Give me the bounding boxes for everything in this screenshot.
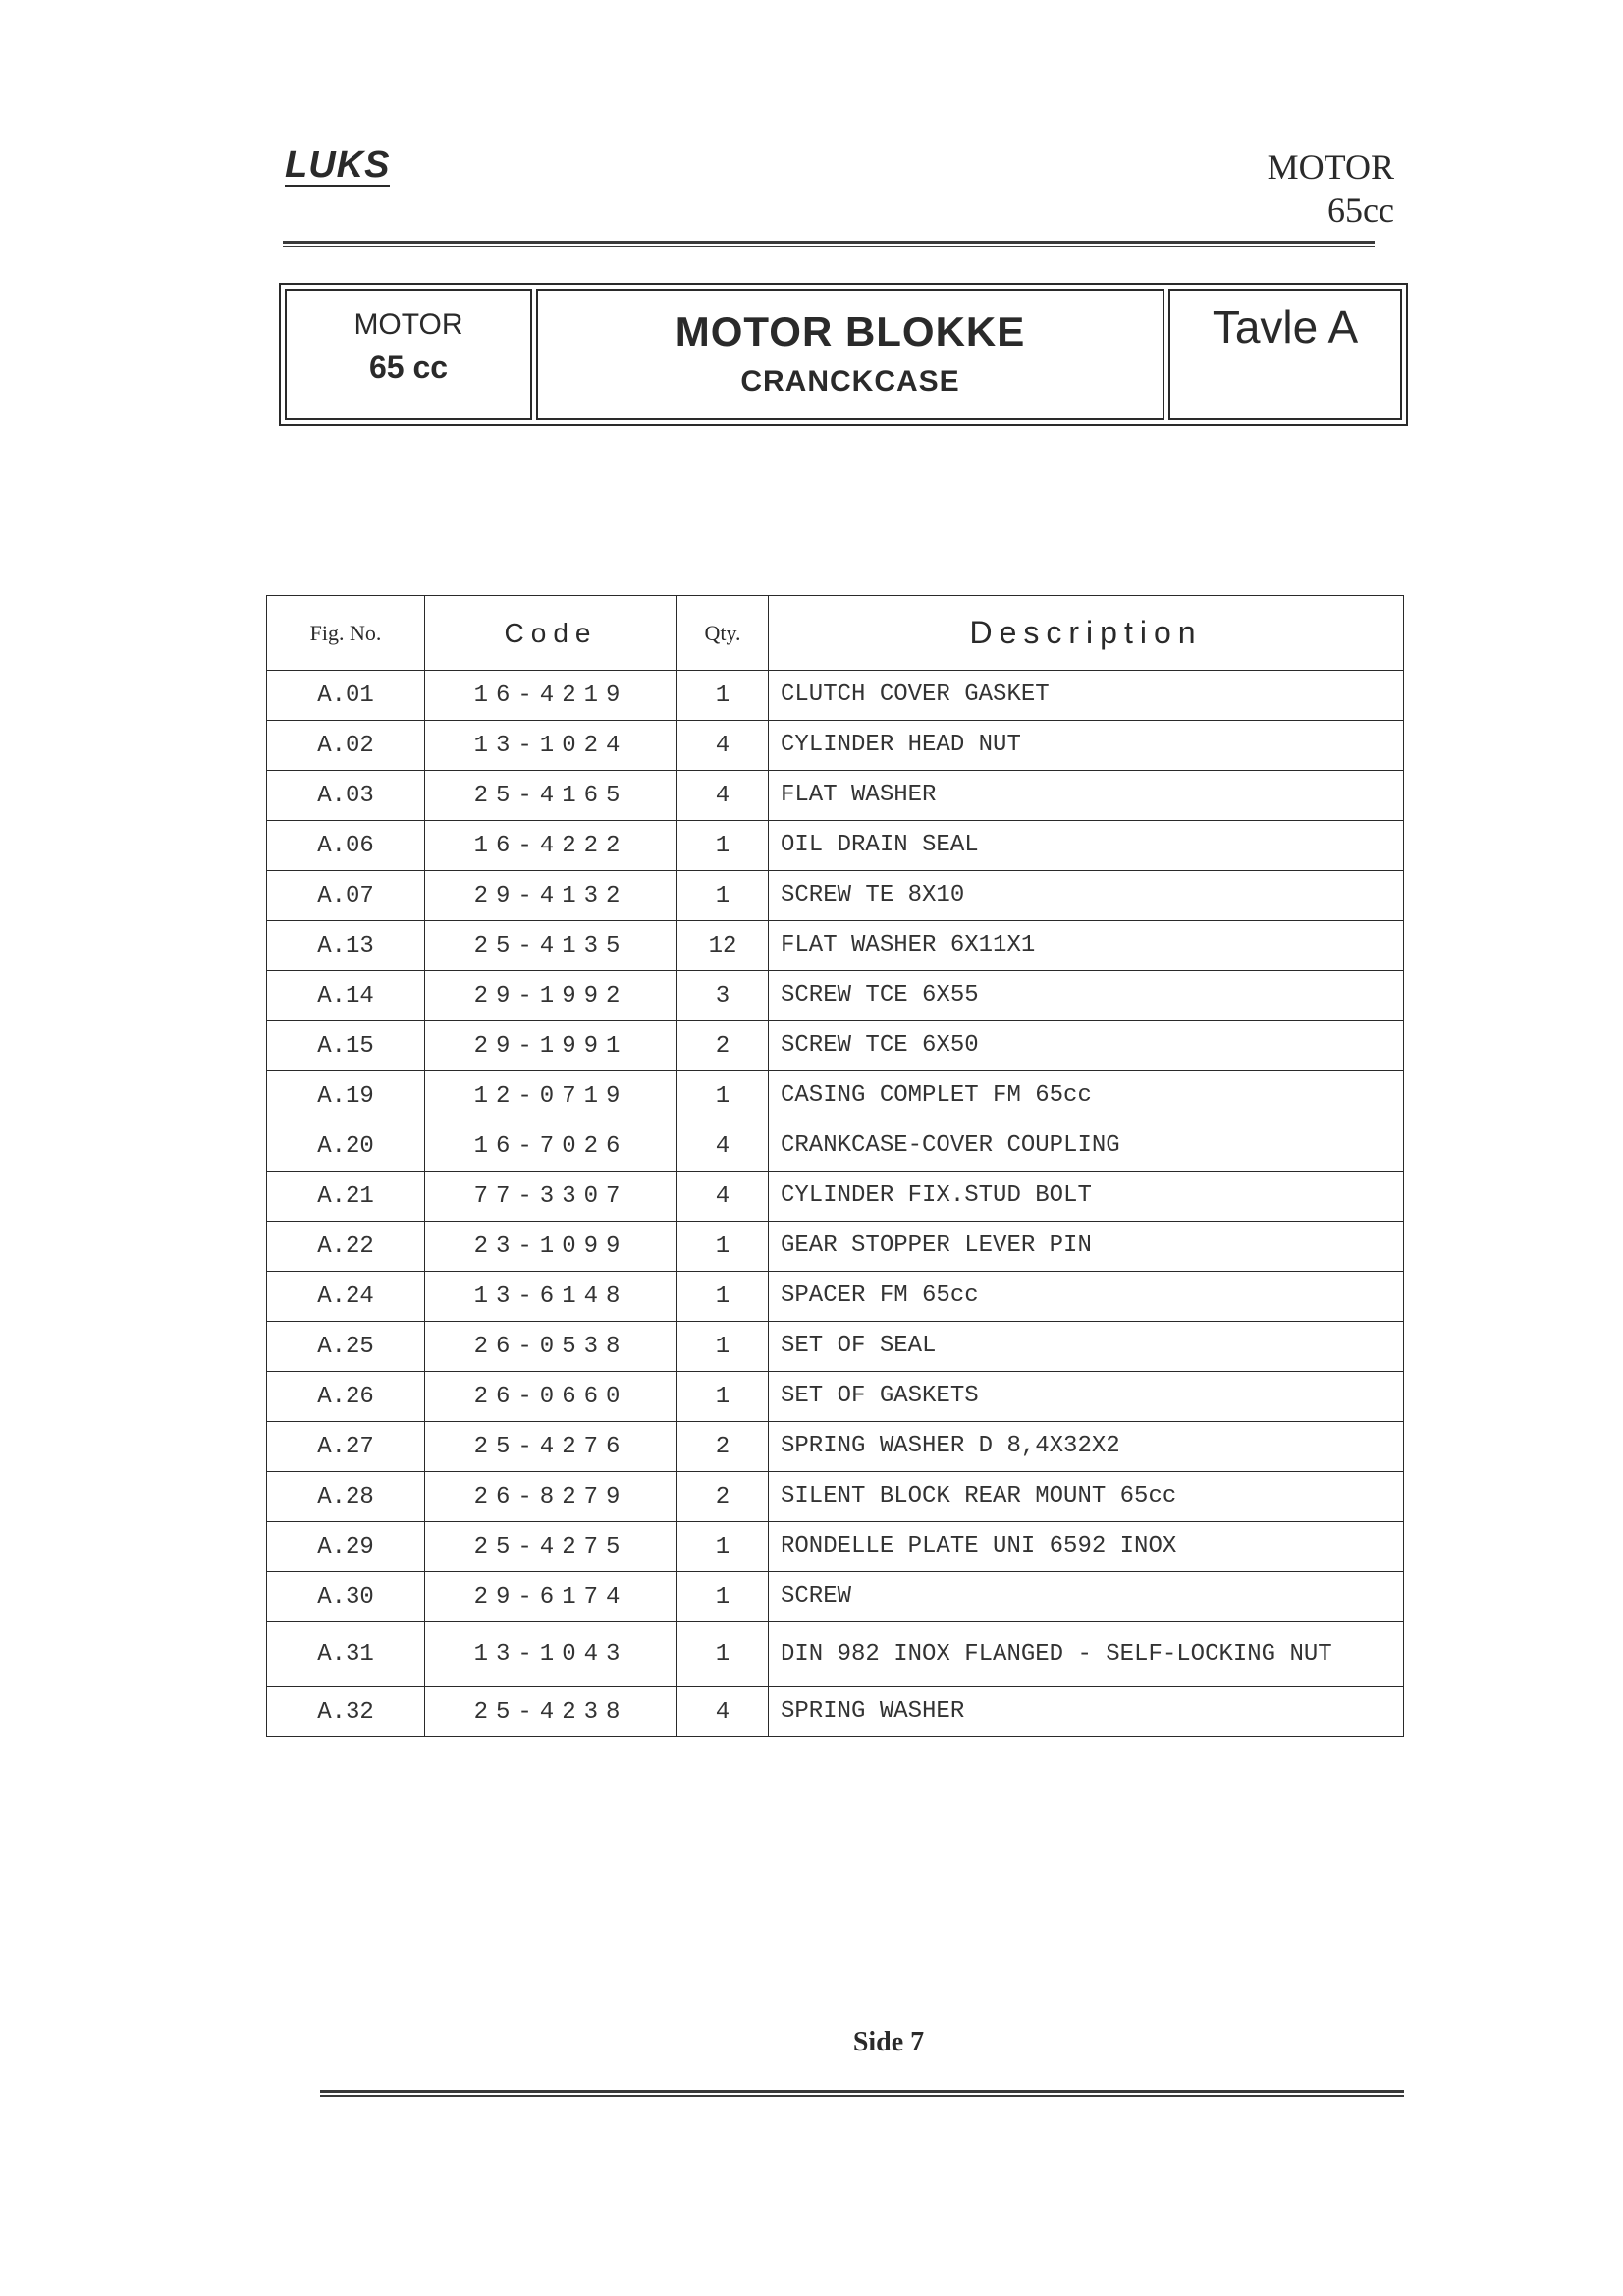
fig-no-cell: A.13 xyxy=(267,921,425,971)
description-cell: SCREW TCE 6X50 xyxy=(769,1021,1404,1071)
qty-cell: 1 xyxy=(677,1272,769,1322)
description-cell: DIN 982 INOX FLANGED - SELF-LOCKING NUT xyxy=(769,1622,1404,1687)
fig-no-cell: A.28 xyxy=(267,1472,425,1522)
qty-cell: 2 xyxy=(677,1472,769,1522)
subtitle: CRANCKCASE xyxy=(740,365,960,398)
description-cell: SET OF SEAL xyxy=(769,1322,1404,1372)
qty-cell: 1 xyxy=(677,1372,769,1422)
qty-cell: 1 xyxy=(677,1322,769,1372)
parts-table-body xyxy=(267,671,1404,1737)
title-box xyxy=(279,283,1408,426)
fig-no-cell: A.26 xyxy=(267,1372,425,1422)
fig-no-cell: A.01 xyxy=(267,671,425,721)
table-row xyxy=(267,1687,1404,1737)
fig-no-cell: A.19 xyxy=(267,1071,425,1121)
code-cell: 29-1991 xyxy=(425,1021,677,1071)
table-row xyxy=(267,1422,1404,1472)
table-row xyxy=(267,1071,1404,1121)
code-cell: 25-4276 xyxy=(425,1422,677,1472)
qty-cell: 1 xyxy=(677,1622,769,1687)
table-row xyxy=(267,671,1404,721)
header-qty: Qty. xyxy=(677,596,769,671)
table-row xyxy=(267,871,1404,921)
qty-cell: 1 xyxy=(677,1572,769,1622)
code-cell: 26-8279 xyxy=(425,1472,677,1522)
description-cell: SPRING WASHER D 8,4X32X2 xyxy=(769,1422,1404,1472)
code-cell: 13-1043 xyxy=(425,1622,677,1687)
fig-no-cell: A.03 xyxy=(267,771,425,821)
fig-no-cell: A.32 xyxy=(267,1687,425,1737)
description-cell: CRANKCASE-COVER COUPLING xyxy=(769,1121,1404,1172)
code-cell: 16-4222 xyxy=(425,821,677,871)
table-row xyxy=(267,771,1404,821)
code-cell: 29-6174 xyxy=(425,1572,677,1622)
fig-no-cell: A.22 xyxy=(267,1222,425,1272)
fig-no-cell: A.14 xyxy=(267,971,425,1021)
title-cell-engine xyxy=(285,289,532,420)
fig-no-cell: A.15 xyxy=(267,1021,425,1071)
table-row xyxy=(267,1622,1404,1687)
description-cell: SILENT BLOCK REAR MOUNT 65cc xyxy=(769,1472,1404,1522)
fig-no-cell: A.30 xyxy=(267,1572,425,1622)
page-number: Side 7 xyxy=(852,2027,925,2057)
table-row xyxy=(267,1372,1404,1422)
description-cell: FLAT WASHER xyxy=(769,771,1404,821)
code-cell: 23-1099 xyxy=(425,1222,677,1272)
description-cell: GEAR STOPPER LEVER PIN xyxy=(769,1222,1404,1272)
code-cell: 77-3307 xyxy=(425,1172,677,1222)
header-section-title: MOTOR xyxy=(1267,147,1394,187)
description-cell: SPACER FM 65cc xyxy=(769,1272,1404,1322)
brand-logo: LUKS xyxy=(285,144,391,186)
description-cell: CASING COMPLET FM 65cc xyxy=(769,1071,1404,1121)
header-divider xyxy=(283,241,1375,247)
fig-no-cell: A.07 xyxy=(267,871,425,921)
code-cell: 25-4238 xyxy=(425,1687,677,1737)
qty-cell: 4 xyxy=(677,1687,769,1737)
engine-displacement: 65 cc xyxy=(368,350,449,385)
table-label: Tavle A xyxy=(1212,301,1359,353)
description-cell: RONDELLE PLATE UNI 6592 INOX xyxy=(769,1522,1404,1572)
code-cell: 29-4132 xyxy=(425,871,677,921)
code-cell: 26-0660 xyxy=(425,1372,677,1422)
footer-divider xyxy=(320,2090,1404,2097)
code-cell: 16-7026 xyxy=(425,1121,677,1172)
engine-label: MOTOR xyxy=(353,308,463,341)
table-row xyxy=(267,1272,1404,1322)
qty-cell: 1 xyxy=(677,821,769,871)
fig-no-cell: A.31 xyxy=(267,1622,425,1687)
code-cell: 25-4275 xyxy=(425,1522,677,1572)
description-cell: SET OF GASKETS xyxy=(769,1372,1404,1422)
table-row xyxy=(267,721,1404,771)
qty-cell: 4 xyxy=(677,1121,769,1172)
qty-cell: 1 xyxy=(677,1222,769,1272)
description-cell: CYLINDER FIX.STUD BOLT xyxy=(769,1172,1404,1222)
description-cell: CYLINDER HEAD NUT xyxy=(769,721,1404,771)
title-box-inner xyxy=(285,289,1402,420)
description-cell: SCREW TCE 6X55 xyxy=(769,971,1404,1021)
table-row xyxy=(267,1522,1404,1572)
code-cell: 26-0538 xyxy=(425,1322,677,1372)
qty-cell: 1 xyxy=(677,1522,769,1572)
fig-no-cell: A.25 xyxy=(267,1322,425,1372)
description-cell: FLAT WASHER 6X11X1 xyxy=(769,921,1404,971)
table-header-row xyxy=(267,596,1404,671)
fig-no-cell: A.29 xyxy=(267,1522,425,1572)
qty-cell: 3 xyxy=(677,971,769,1021)
qty-cell: 4 xyxy=(677,721,769,771)
fig-no-cell: A.02 xyxy=(267,721,425,771)
header-section-label xyxy=(1268,145,1394,232)
table-row xyxy=(267,1021,1404,1071)
title-cell-main xyxy=(536,289,1164,420)
fig-no-cell: A.27 xyxy=(267,1422,425,1472)
table-row xyxy=(267,1172,1404,1222)
header-fig-no: Fig. No. xyxy=(267,596,425,671)
fig-no-cell: A.06 xyxy=(267,821,425,871)
table-row xyxy=(267,821,1404,871)
main-title: MOTOR BLOKKE xyxy=(675,308,1026,355)
fig-no-cell: A.21 xyxy=(267,1172,425,1222)
qty-cell: 1 xyxy=(677,671,769,721)
header-code: Code xyxy=(425,596,677,671)
code-cell: 29-1992 xyxy=(425,971,677,1021)
title-cell-table xyxy=(1168,289,1402,420)
description-cell: SCREW TE 8X10 xyxy=(769,871,1404,921)
description-cell: SCREW xyxy=(769,1572,1404,1622)
parts-table xyxy=(266,595,1404,1737)
table-row xyxy=(267,1572,1404,1622)
table-row xyxy=(267,921,1404,971)
qty-cell: 12 xyxy=(677,921,769,971)
table-row xyxy=(267,1322,1404,1372)
qty-cell: 2 xyxy=(677,1021,769,1071)
fig-no-cell: A.20 xyxy=(267,1121,425,1172)
code-cell: 13-6148 xyxy=(425,1272,677,1322)
table-row xyxy=(267,971,1404,1021)
fig-no-cell: A.24 xyxy=(267,1272,425,1322)
qty-cell: 4 xyxy=(677,1172,769,1222)
code-cell: 25-4165 xyxy=(425,771,677,821)
code-cell: 12-0719 xyxy=(425,1071,677,1121)
table-row xyxy=(267,1222,1404,1272)
qty-cell: 2 xyxy=(677,1422,769,1472)
qty-cell: 1 xyxy=(677,1071,769,1121)
code-cell: 13-1024 xyxy=(425,721,677,771)
code-cell: 25-4135 xyxy=(425,921,677,971)
qty-cell: 1 xyxy=(677,871,769,921)
header-description: Description xyxy=(769,596,1404,671)
qty-cell: 4 xyxy=(677,771,769,821)
table-row xyxy=(267,1472,1404,1522)
description-cell: SPRING WASHER xyxy=(769,1687,1404,1737)
description-cell: CLUTCH COVER GASKET xyxy=(769,671,1404,721)
description-cell: OIL DRAIN SEAL xyxy=(769,821,1404,871)
code-cell: 16-4219 xyxy=(425,671,677,721)
table-row xyxy=(267,1121,1404,1172)
header-section-subtitle: 65cc xyxy=(1327,191,1394,230)
